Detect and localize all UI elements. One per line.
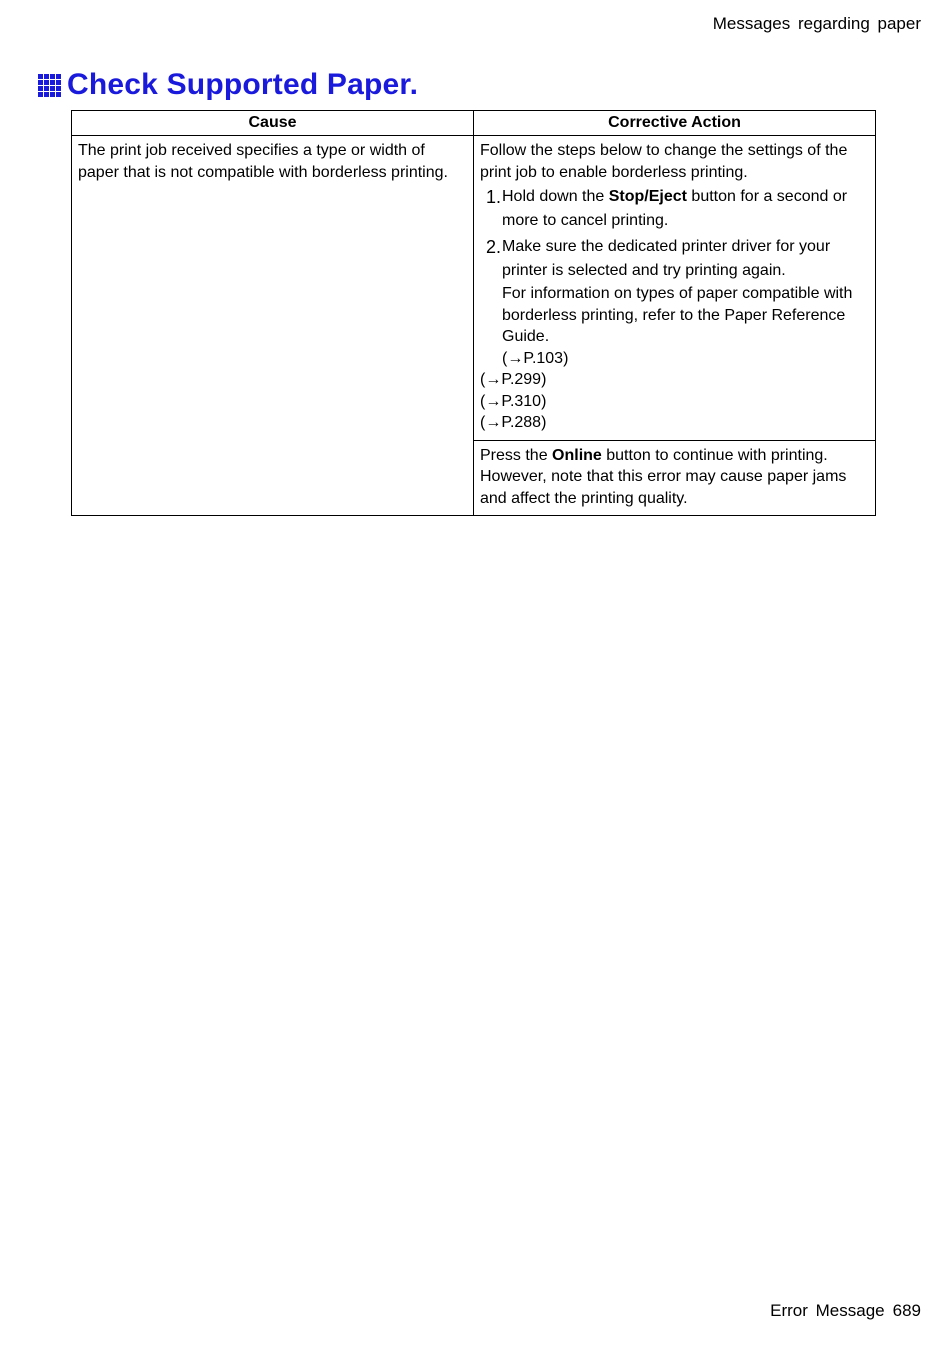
page-title: Check Supported Paper. [67,68,419,101]
action-cell-2: Press the Online button to continue with printing. However, note that this error may cause paper jams and affect the printing quality. [474,440,876,516]
stop-eject-label: Stop/Eject [608,188,687,205]
action-cell-1 [474,136,876,441]
table-row [72,136,876,441]
step-2-number: 2. [485,237,501,257]
header-cause: Cause [72,111,474,136]
page-footer [770,1301,921,1321]
online-label: Online [552,446,602,464]
cause-text: The print job received specifies a type or width of paper that is not compatible with borderless printing. [78,142,448,181]
page-reference-link[interactable]: (→P.299) [480,371,547,388]
page-reference-link[interactable]: (→P.310) [480,392,547,410]
grid-icon [38,74,61,97]
paper-info-text: For information on types of paper compatible with borderless printing, refer to the Paper Reference Guide. [502,285,853,345]
step-1-number: 1. [485,187,501,207]
footer-section: Error Message [770,1301,885,1320]
title-row [38,68,418,102]
page-number: 689 [892,1301,921,1320]
header-corrective-action: Corrective Action [474,111,876,136]
running-header: Messages regarding paper [712,14,921,33]
step-1 [480,185,868,233]
page-reference-link[interactable]: (→P.103) [502,349,569,367]
page-reference-link[interactable]: (→P.288) [480,414,547,431]
step-2-text: Make sure the dedicated printer driver for your printer is selected and try printing again. For information on types of paper compatible with borderless printing, refer to the Paper Reference Guide. (→P.103) [502,235,868,369]
cause-action-table [71,110,876,516]
cause-cell [72,136,474,516]
step-2 [480,235,868,369]
action-intro: Follow the steps below to change the settings of the print job to enable borderless printing. [480,142,848,181]
table-header-row [72,111,876,136]
step-1-text: Hold down the Stop/Eject button for a second or more to cancel printing. [502,188,848,229]
